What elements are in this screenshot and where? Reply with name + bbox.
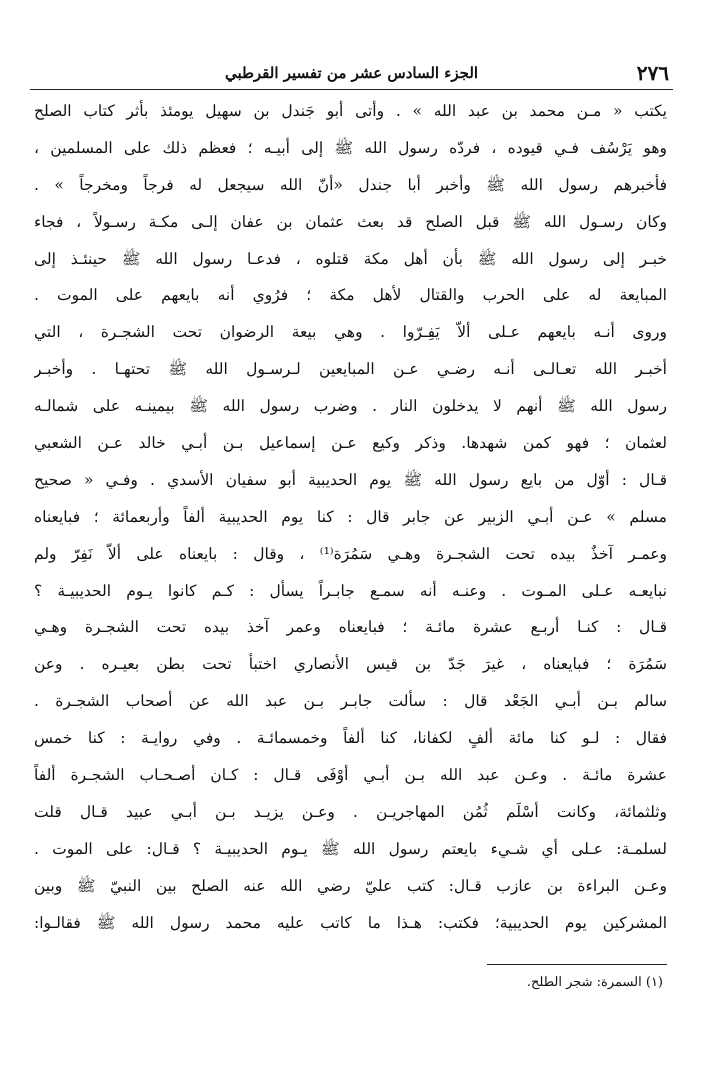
text-line: خبـر إلى رسول الله ﷺ بأن أهل مكة قتلوه ، فدعـا رسول الله ﷺ حينئـذ إلى bbox=[34, 249, 667, 268]
text-line: عشرة مائـة . وعـن عبد الله بـن أبـي أوْفَى قـال : كـان أصـحـاب الشجـرة ألفاً bbox=[34, 766, 667, 785]
text-line: نبايعـه عـلى المـوت . وعنـه أنه سمـع جابـراً يسأل : كـم كانوا يـوم الحديبيـة ؟ bbox=[34, 581, 667, 600]
text-line: سَمُرَة ؛ فبايعناه ، غيرَ جَدّ بن قيس الأنصاري اختبأ تحت بطن بعيـره . وعن bbox=[34, 655, 667, 674]
body-text bbox=[34, 93, 667, 941]
text-line: لسلمـة: عـلى أي شـيء بايعتم رسول الله ﷺ يـوم الحديبيـة ؟ قـال: على الموت . bbox=[34, 839, 667, 858]
running-title: الجزء السادس عشر من تفسير القرطبي bbox=[224, 64, 479, 82]
text-line: قـال : أوّل من بايع رسول الله ﷺ يوم الحديبية أبو سفيان الأسدي . وفـي « صحيح bbox=[34, 470, 667, 489]
text-line: وكان رسـول الله ﷺ قبل الصلح قد بعث عثمان بن عفان إلـى مكـة رسـولاً ، فجاء bbox=[34, 212, 667, 231]
text-line: وثلثمائة، وكانت أسْلَم ثُمُن المهاجريـن . وعـن يزيـد بـن أبـي عبيد قـال قلت bbox=[34, 802, 667, 821]
text-line: رسول الله ﷺ أنهم لا يدخلون النار . وضرب رسول الله ﷺ بيمينـه على شمالـه bbox=[34, 397, 667, 416]
text-line: المشركين يوم الحديبية؛ فكتب: هـذا ما كاتب عليه محمد رسول الله ﷺ فقالـوا: bbox=[34, 913, 667, 932]
page-header bbox=[30, 60, 673, 88]
text-line: وعـن البراءة بن عازب قـال: كتب عليّ رضي الله عنه الصلح بين النبيّ ﷺ وبين bbox=[34, 876, 667, 895]
header-rule bbox=[30, 89, 673, 90]
text-line: أخبـر الله تعـالـى أنـه رضـي عـن المبايعين لـرسـول الله ﷺ تحتهـا . وأخبـر bbox=[34, 360, 667, 379]
footnote-rule bbox=[487, 964, 667, 965]
text-line: وهو يَرْسُف فـي قيوده ، فردّه رسول الله ﷺ إلى أبيـه ؛ فعظم ذلك على المسلمين ، bbox=[34, 138, 667, 157]
text-line: مسلم » عـن أبـي الزبير عن جابر قال : كنا يوم الحديبية ألفاً وأربعمائة ؛ فبايعناه bbox=[34, 507, 667, 526]
text-line: سالم بـن أبـي الجَعْد قال : سألت جابـر بـن عبد الله عن أصحاب الشجـرة . bbox=[34, 692, 667, 711]
text-line: وروى أنـه بايعهم عـلى ألاّ يَفِـرّوا . وهي بيعة الرضوان تحت الشجـرة ، التي bbox=[34, 323, 667, 342]
text-line: فأخبرهم رسول الله ﷺ وأخبر أبا جندل «أنّ الله سيجعل له فرجاً ومخرجاً » . bbox=[34, 175, 667, 194]
text-line: فقال : لـو كنا مائة ألفٍ لكفانا، كنا ألفاً وخمسمائـة . وفي روايـة : كنا خمس bbox=[34, 729, 667, 748]
text-line: لعثمان ؛ فهو كمن شهدها. وذكر وكيع عـن إسماعيل بـن أبـي خالد عـن الشعبي bbox=[34, 434, 667, 453]
page-number: ٢٧٦ bbox=[636, 61, 669, 85]
text-line: قـال : كنـا أربـع عشرة مائـة ؛ فبايعناه وعمر آخذ بيده تحت الشجـرة وهـي bbox=[34, 618, 667, 637]
text-line: يكتب « مـن محمد بن عبد الله » . وأتى أبو جَندل بن سهيل يومئذ بأثر كتاب الصلح bbox=[34, 102, 667, 120]
text-line: المبايعة له على الحرب والقتال لأهل مكة ؛ فرُوي أنه بايعهم على الموت . bbox=[34, 286, 667, 305]
footnote: (١) السمرة: شجر الطلح. bbox=[526, 975, 663, 990]
text-line: وعمـر آخذٌ بيده تحت الشجـرة وهـي سَمُرَة⁽¹⁾ ، وقال : بايعناه على ألاّ نَفِرّ ولم bbox=[34, 544, 667, 563]
